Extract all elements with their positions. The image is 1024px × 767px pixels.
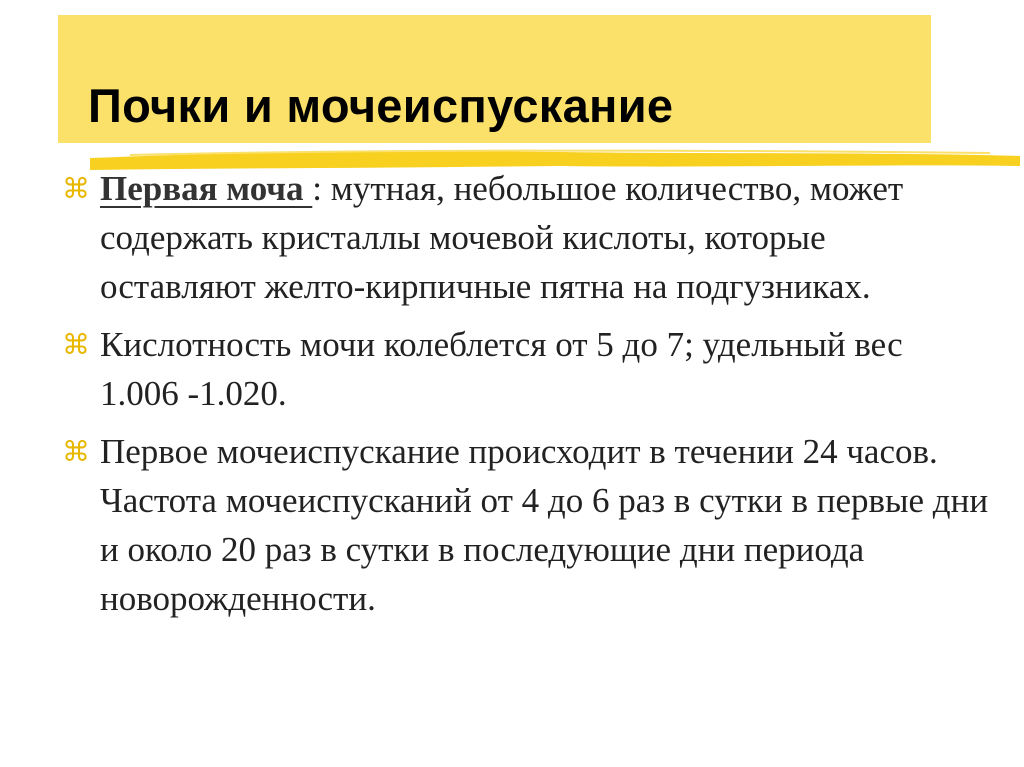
command-key-icon: ⌘: [62, 435, 90, 468]
bullet-text: Первое мочеиспускание происходит в течении 24 часов. Частота мочеиспусканий от 4 до 6 раз в сутки в первые дни и около 20 раз в сутки в последующие дни периода новорожденности.: [100, 432, 989, 618]
command-key-icon: ⌘: [62, 172, 90, 205]
bullet-item-first-urine: [60, 164, 990, 311]
slide-title: Почки и мочеиспускание: [88, 79, 674, 132]
bullet-term: Первая моча: [100, 169, 313, 208]
command-key-icon: ⌘: [62, 328, 90, 361]
bullet-item-acidity: [60, 320, 990, 418]
bullet-text: Кислотность мочи колеблется от 5 до 7; удельный вес 1.006 -1.020.: [100, 325, 903, 413]
bullet-item-urination-frequency: [60, 427, 990, 623]
bullet-text: : мутная, небольшое количество, может содержать кристаллы мочевой кислоты, которые оставляют желто-кирпичные пятна на подгузниках.: [100, 169, 904, 306]
bullet-list: [60, 164, 990, 632]
